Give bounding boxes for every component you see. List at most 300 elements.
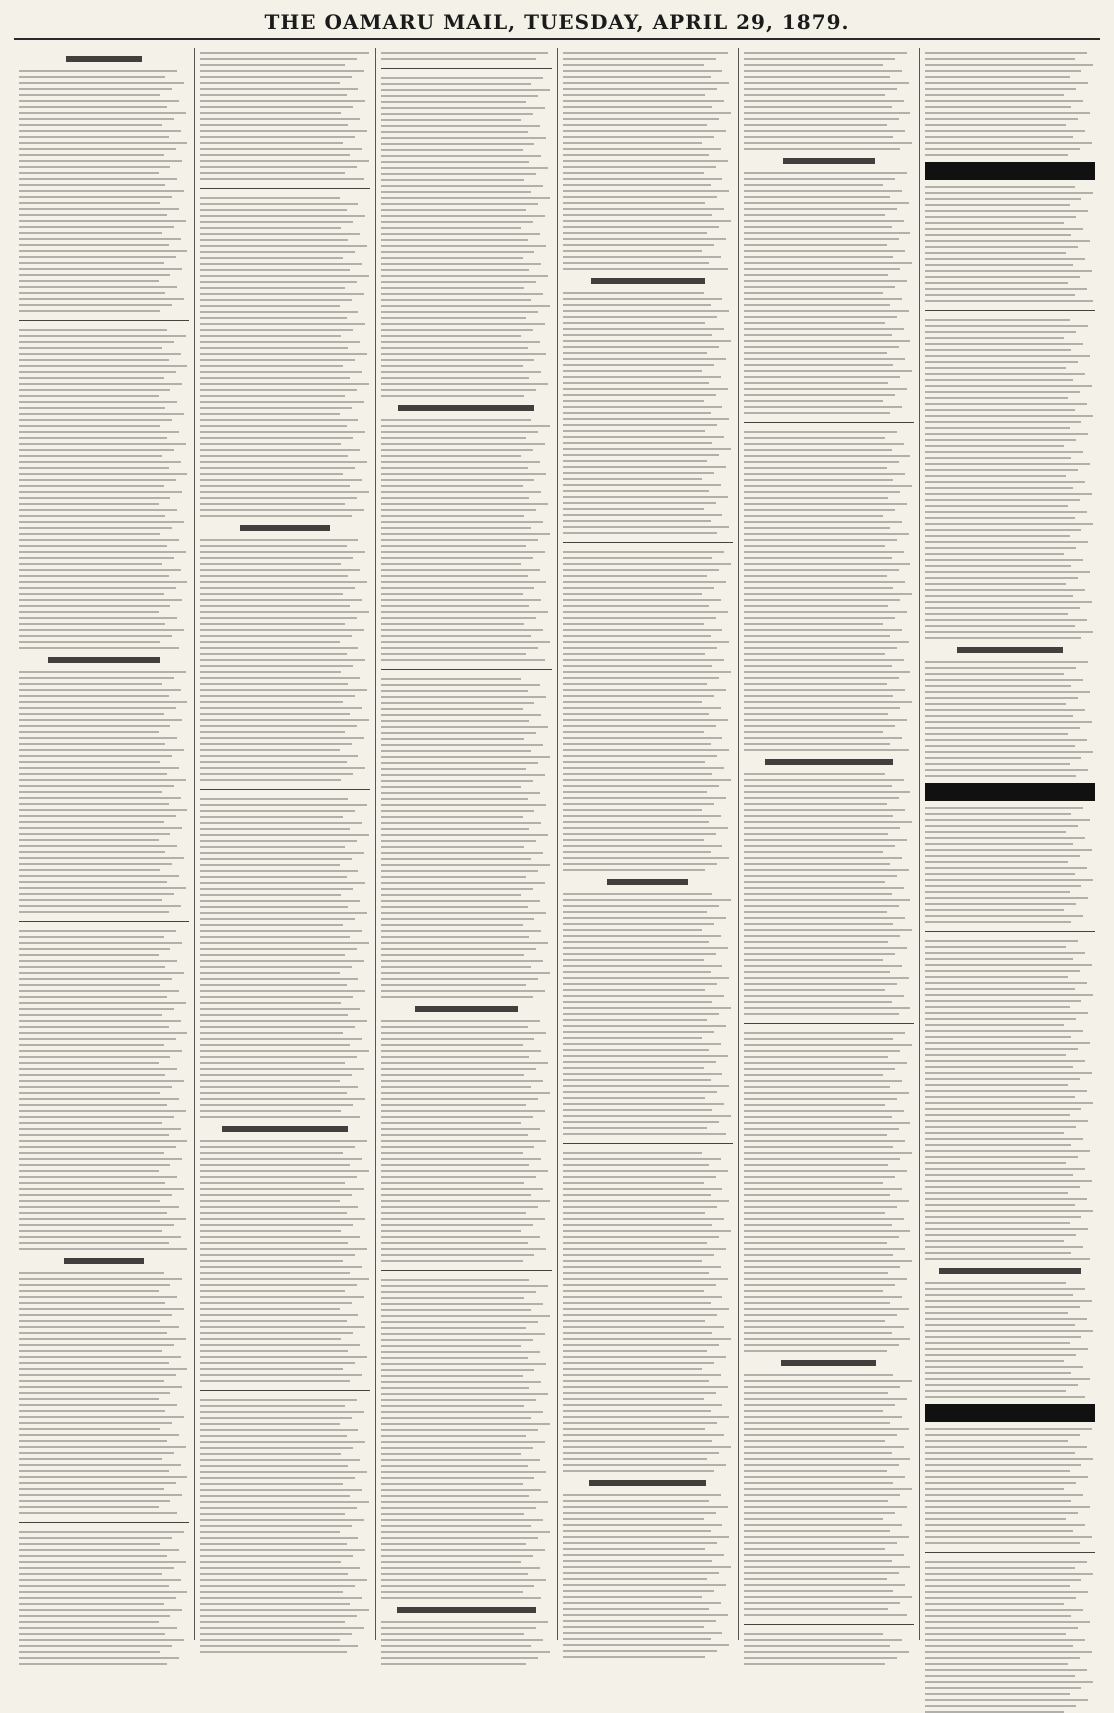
text-line: [744, 1206, 897, 1208]
text-line: [19, 467, 169, 469]
text-line: [19, 1452, 174, 1454]
text-line: [381, 347, 527, 349]
text-line: [200, 130, 367, 132]
text-line: [19, 1543, 160, 1545]
text-line: [381, 95, 538, 97]
text-line: [19, 521, 184, 523]
text-line: [563, 737, 723, 739]
text-line: [200, 641, 340, 643]
text-line: [200, 287, 345, 289]
text-line: [19, 1242, 169, 1244]
text-line: [381, 1369, 534, 1371]
text-line: [19, 803, 169, 805]
text-line: [381, 810, 534, 812]
text-line: [19, 725, 170, 727]
text-line: [381, 365, 522, 367]
text-line: [19, 1230, 162, 1232]
text-line: [19, 1458, 162, 1460]
text-line: [744, 1158, 901, 1160]
text-line: [19, 112, 186, 114]
text-line: [925, 361, 1078, 363]
text-line: [381, 768, 526, 770]
text-line: [925, 613, 1068, 615]
text-line: [200, 1326, 365, 1328]
text-line: [381, 89, 549, 91]
text-line: [563, 1170, 728, 1172]
text-line: [381, 155, 541, 157]
text-line: [563, 484, 721, 486]
text-line: [19, 82, 184, 84]
text-line: [381, 1621, 548, 1623]
text-line: [744, 539, 897, 541]
text-line: [744, 857, 902, 859]
text-line: [744, 485, 912, 487]
text-line: [381, 257, 522, 259]
text-line: [19, 1206, 179, 1208]
text-line: [744, 388, 907, 390]
column-headline: [64, 1258, 144, 1264]
text-line: [381, 125, 539, 127]
text-line: [381, 1044, 522, 1046]
text-line: [381, 1260, 522, 1262]
text-line: [381, 894, 521, 896]
text-line: [925, 319, 1070, 321]
text-line: [19, 1531, 184, 1533]
text-line: [19, 1567, 174, 1569]
text-line: [563, 629, 723, 631]
text-line: [563, 412, 711, 414]
text-line: [200, 882, 365, 884]
text-line: [744, 346, 899, 348]
text-line: [744, 509, 895, 511]
text-line: [744, 1013, 899, 1015]
text-line: [19, 996, 167, 998]
text-line: [744, 947, 907, 949]
text-line: [563, 1001, 713, 1003]
text-line: [744, 184, 884, 186]
text-line: [381, 419, 531, 421]
text-line: [744, 959, 884, 961]
text-line: [925, 439, 1076, 441]
text-line: [563, 935, 721, 937]
text-line: [200, 1080, 340, 1082]
column-headline: [957, 647, 1063, 653]
text-line: [200, 245, 367, 247]
text-line: [381, 1537, 538, 1539]
text-line: [200, 1320, 346, 1322]
text-line: [744, 701, 912, 703]
text-line: [19, 310, 160, 312]
text-line: [200, 1633, 351, 1635]
text-line: [925, 1282, 1066, 1284]
text-line: [744, 1338, 911, 1340]
text-line: [744, 1194, 890, 1196]
text-line: [563, 1620, 716, 1622]
text-line: [744, 370, 912, 372]
text-line: [381, 864, 549, 866]
text-line: [563, 1518, 704, 1520]
text-line: [19, 737, 177, 739]
text-line: [563, 1344, 720, 1346]
text-line: [925, 879, 1093, 881]
text-line: [744, 76, 890, 78]
text-line: [200, 317, 346, 319]
text-line: [200, 605, 350, 607]
text-line: [381, 1435, 526, 1437]
item-divider: [200, 789, 370, 790]
text-line: [200, 76, 351, 78]
text-line: [925, 397, 1068, 399]
text-line: [744, 527, 890, 529]
text-line: [381, 978, 538, 980]
text-line: [744, 1506, 907, 1508]
text-line: [925, 915, 1083, 917]
text-line: [381, 1639, 543, 1641]
text-line: [200, 1302, 351, 1304]
text-line: [19, 936, 164, 938]
text-line: [381, 1230, 521, 1232]
text-line: [744, 1038, 894, 1040]
text-line: [744, 617, 895, 619]
text-line: [200, 689, 367, 691]
text-line: [200, 221, 353, 223]
text-line: [563, 1560, 713, 1562]
text-line: [744, 977, 909, 979]
text-line: [19, 563, 162, 565]
text-line: [925, 1222, 1070, 1224]
text-line: [744, 1224, 892, 1226]
text-line: [744, 286, 895, 288]
text-line: [925, 186, 1075, 188]
text-line: [925, 94, 1065, 96]
text-line: [19, 617, 177, 619]
text-line: [19, 575, 169, 577]
text-line: [925, 451, 1083, 453]
text-line: [19, 1591, 187, 1593]
text-line: [925, 1446, 1087, 1448]
item-divider: [200, 1390, 370, 1391]
text-line: [19, 1555, 167, 1557]
text-line: [744, 641, 909, 643]
text-line: [925, 867, 1087, 869]
text-line: [744, 815, 894, 817]
text-line: [744, 605, 889, 607]
text-line: [563, 208, 725, 210]
text-line: [19, 1440, 167, 1442]
text-line: [563, 364, 714, 366]
text-line: [563, 1218, 725, 1220]
text-line: [925, 112, 1090, 114]
text-line: [925, 994, 1093, 996]
text-line: [381, 1032, 546, 1034]
text-line: [381, 1236, 539, 1238]
text-line: [563, 1656, 706, 1658]
text-line: [200, 1477, 355, 1479]
text-line: [744, 1422, 890, 1424]
text-line: [200, 1555, 353, 1557]
text-line: [200, 659, 365, 661]
text-line: [744, 1182, 884, 1184]
text-line: [200, 1495, 350, 1497]
text-line: [381, 1399, 536, 1401]
text-line: [744, 118, 899, 120]
text-line: [381, 143, 534, 145]
text-line: [381, 191, 531, 193]
text-line: [381, 1146, 534, 1148]
text-line: [925, 1210, 1093, 1212]
text-line: [200, 984, 346, 986]
text-line: [563, 755, 718, 757]
text-line: [381, 293, 543, 295]
text-line: [563, 551, 725, 553]
text-line: [381, 52, 548, 54]
text-line: [925, 379, 1073, 381]
text-line: [381, 623, 524, 625]
text-line: [19, 899, 162, 901]
text-line: [925, 1440, 1068, 1442]
text-line: [381, 137, 546, 139]
text-line: [381, 1116, 532, 1118]
text-line: [744, 304, 890, 306]
text-line: [19, 124, 162, 126]
text-line: [19, 677, 174, 679]
text-line: [563, 238, 726, 240]
text-line: [925, 331, 1076, 333]
text-line: [563, 1212, 706, 1214]
text-line: [744, 1128, 899, 1130]
text-line: [381, 1579, 546, 1581]
text-line: [381, 1092, 549, 1094]
text-line: [200, 88, 358, 90]
text-line: [19, 196, 172, 198]
item-divider: [381, 669, 551, 670]
text-line: [200, 443, 341, 445]
text-line: [925, 897, 1088, 899]
text-line: [19, 539, 179, 541]
column-headline: [783, 158, 875, 164]
text-line: [744, 1134, 887, 1136]
text-line: [925, 1360, 1065, 1362]
text-line: [381, 756, 549, 758]
text-line: [563, 959, 704, 961]
text-line: [925, 58, 1075, 60]
text-line: [19, 208, 179, 210]
text-line: [381, 473, 546, 475]
text-line: [925, 463, 1090, 465]
text-line: [925, 1198, 1087, 1200]
text-line: [19, 1609, 182, 1611]
text-line: [19, 833, 170, 835]
text-line: [381, 209, 526, 211]
text-line: [19, 948, 170, 950]
text-line: [744, 1452, 892, 1454]
text-line: [19, 274, 170, 276]
text-line: [563, 773, 713, 775]
text-line: [381, 641, 549, 643]
text-line: [19, 220, 186, 222]
text-line: [200, 377, 350, 379]
text-line: [19, 1248, 187, 1250]
text-line: [381, 617, 536, 619]
text-line: [563, 1103, 725, 1105]
text-line: [200, 335, 341, 337]
text-line: [200, 1110, 341, 1112]
text-line: [19, 1032, 187, 1034]
column-headline: [398, 405, 534, 411]
text-line: [563, 1326, 725, 1328]
text-line: [200, 1098, 365, 1100]
text-line: [925, 952, 1085, 954]
text-line: [381, 1248, 546, 1250]
text-line: [925, 1428, 1092, 1430]
text-line: [381, 167, 548, 169]
text-line: [381, 870, 538, 872]
column-5: [739, 48, 920, 1640]
text-line: [925, 1072, 1092, 1074]
text-line: [381, 1411, 543, 1413]
text-line: [381, 1038, 534, 1040]
text-line: [744, 1602, 901, 1604]
text-line: [19, 244, 169, 246]
text-line: [19, 1224, 174, 1226]
text-line: [19, 839, 159, 841]
text-line: [200, 719, 368, 721]
text-line: [19, 94, 160, 96]
text-line: [563, 1554, 725, 1556]
text-line: [563, 520, 711, 522]
text-line: [200, 683, 348, 685]
text-line: [563, 1043, 721, 1045]
text-line: [563, 448, 731, 450]
text-line: [200, 401, 363, 403]
text-line: [381, 1333, 544, 1335]
text-line: [925, 751, 1093, 753]
text-line: [744, 1488, 912, 1490]
text-line: [744, 292, 884, 294]
text-line: [744, 743, 890, 745]
text-line: [200, 1519, 363, 1521]
text-line: [744, 1050, 901, 1052]
text-line: [925, 246, 1078, 248]
text-line: [200, 197, 340, 199]
text-line: [925, 1693, 1070, 1695]
text-line: [381, 966, 531, 968]
text-line: [925, 130, 1085, 132]
text-line: [563, 617, 716, 619]
text-line: [925, 64, 1093, 66]
text-line: [925, 909, 1065, 911]
text-line: [19, 1368, 187, 1370]
text-line: [925, 1458, 1093, 1460]
text-line: [200, 467, 355, 469]
text-line: [19, 184, 165, 186]
text-line: [925, 673, 1065, 675]
text-line: [200, 503, 345, 505]
text-line: [381, 1519, 543, 1521]
text-line: [19, 857, 184, 859]
text-line: [563, 1374, 721, 1376]
text-line: [19, 76, 165, 78]
text-line: [925, 1000, 1082, 1002]
text-line: [563, 376, 721, 378]
text-line: [19, 461, 181, 463]
text-line: [381, 882, 544, 884]
item-divider: [381, 68, 551, 69]
text-line: [563, 899, 731, 901]
text-line: [744, 629, 902, 631]
text-line: [744, 491, 901, 493]
text-line: [563, 352, 708, 354]
text-line: [381, 792, 539, 794]
column-4: [558, 48, 739, 1640]
text-line: [925, 595, 1073, 597]
text-line: [563, 1236, 720, 1238]
text-line: [200, 611, 368, 613]
text-line: [200, 972, 340, 974]
text-line: [925, 1663, 1068, 1665]
text-line: [744, 965, 902, 967]
text-line: [744, 358, 906, 360]
text-line: [381, 263, 541, 265]
text-line: [563, 334, 713, 336]
text-line: [19, 1320, 160, 1322]
text-line: [925, 1494, 1083, 1496]
text-line: [744, 1446, 904, 1448]
text-line: [563, 1037, 703, 1039]
text-line: [744, 1512, 895, 1514]
text-line: [925, 976, 1068, 978]
text-line: [563, 893, 713, 895]
text-line: [925, 721, 1092, 723]
text-line: [381, 323, 544, 325]
text-line: [925, 1300, 1092, 1302]
text-line: [925, 82, 1088, 84]
text-line: [563, 1572, 720, 1574]
text-line: [925, 1621, 1090, 1623]
text-line: [744, 1056, 889, 1058]
text-line: [381, 1471, 546, 1473]
text-line: [925, 391, 1080, 393]
text-line: [19, 1428, 160, 1430]
text-line: [19, 1074, 165, 1076]
text-line: [381, 1351, 539, 1353]
text-line: [925, 769, 1088, 771]
text-line: [381, 653, 526, 655]
text-line: [563, 659, 725, 661]
text-line: [925, 1306, 1080, 1308]
text-line: [744, 971, 890, 973]
text-line: [381, 1447, 532, 1449]
text-line: [19, 1110, 186, 1112]
text-line: [381, 635, 531, 637]
text-line: [200, 918, 355, 920]
text-line: [200, 804, 367, 806]
text-line: [19, 1585, 169, 1587]
text-line: [19, 545, 167, 547]
text-line: [381, 1176, 536, 1178]
text-line: [744, 244, 887, 246]
text-line: [200, 593, 343, 595]
text-line: [200, 100, 365, 102]
text-line: [744, 1476, 906, 1478]
text-line: [200, 798, 348, 800]
text-line: [925, 282, 1068, 284]
text-line: [200, 1525, 351, 1527]
text-line: [381, 1657, 538, 1659]
text-line: [563, 1176, 716, 1178]
text-line: [381, 1297, 524, 1299]
text-line: [925, 258, 1085, 260]
